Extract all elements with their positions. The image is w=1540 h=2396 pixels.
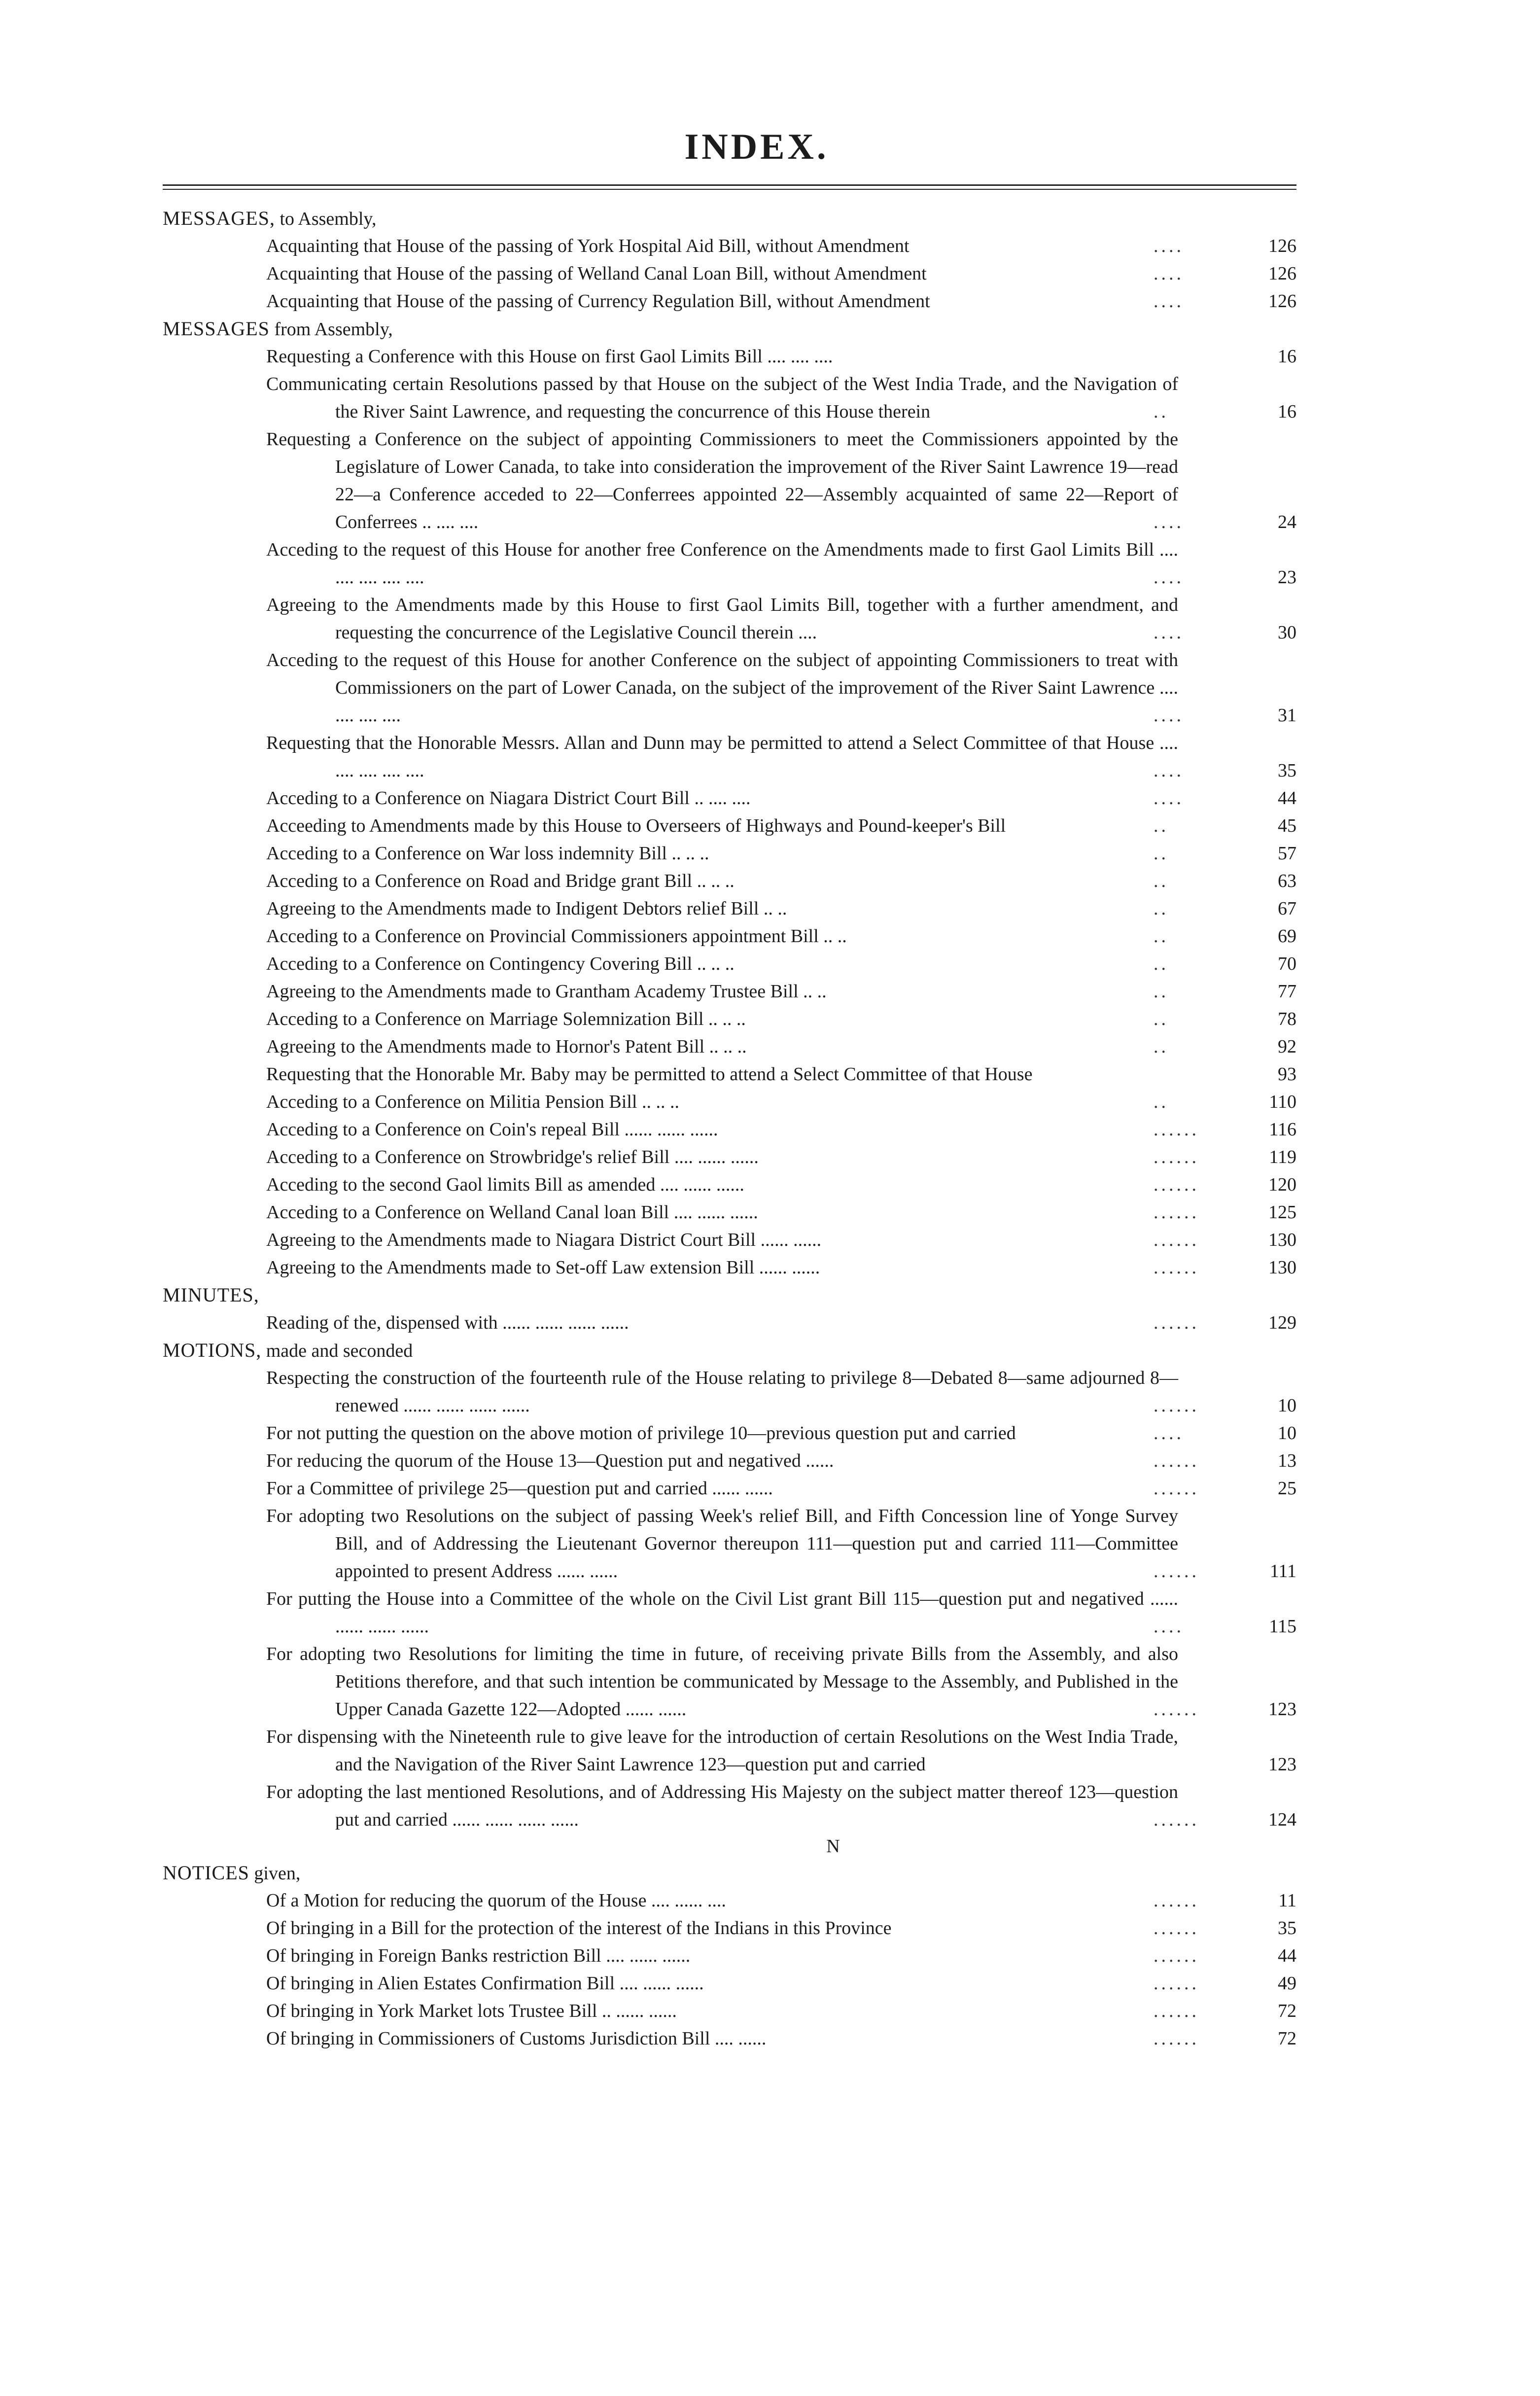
entry-page-number: 72: [1278, 2028, 1296, 2049]
section-heading: [163, 315, 1296, 343]
index-entry: Acceding to a Conference on Niagara District Court Bill .. .... .... .... 44: [266, 784, 1296, 812]
index-entry: Acceding to a Conference on Contingency Covering Bill .. .. .. .. 70: [266, 950, 1296, 978]
section-heading-sub: given,: [249, 1863, 301, 1884]
entry-page-number: 130: [1268, 1257, 1296, 1278]
index-entry: Respecting the construction of the fourteenth rule of the House relating to privilege 8—Debated 8—same adjourned 8—renewed ...... ...... ...... ...... ...... 10: [266, 1364, 1296, 1419]
entry-text: For not putting the question on the above motion of privilege 10—previous question put and carried: [266, 1423, 1016, 1444]
entry-text: Reading of the, dispensed with ...... ...... ...... ......: [266, 1312, 629, 1333]
entry-text: Agreeing to the Amendments made to Indigent Debtors relief Bill .. ..: [266, 898, 787, 919]
index-entry: Of a Motion for reducing the quorum of the House .... ...... .... ...... 11: [266, 1887, 1296, 1914]
index-entry: Acceding to a Conference on War loss indemnity Bill .. .. .. .. 57: [266, 840, 1296, 867]
entry-text: Acceding to a Conference on Niagara District Court Bill .. .... ....: [266, 788, 751, 809]
index-entry: Of bringing in Foreign Banks restriction Bill .... ...... ...... ...... 44: [266, 1942, 1296, 1970]
index-entry: For reducing the quorum of the House 13—Question put and negatived ...... ...... 13: [266, 1447, 1296, 1475]
section-heading-label: MINUTES,: [163, 1284, 259, 1306]
page-title: INDEX.: [684, 127, 829, 167]
entry-text: For reducing the quorum of the House 13—Question put and negatived ......: [266, 1450, 834, 1471]
section-heading: [163, 1281, 1296, 1309]
section-heading-sub: from Assembly,: [269, 319, 393, 340]
index-entry: Agreeing to the Amendments made by this House to first Gaol Limits Bill, together with a further amendment, and requesting the concurrence of the Legislative Council therein .... .... 30: [266, 591, 1296, 646]
index-entry: Acquainting that House of the passing of Currency Regulation Bill, without Amendment .... 126: [266, 287, 1296, 315]
index-entry: For adopting two Resolutions on the subject of passing Week's relief Bill, and Fifth Concession line of Yonge Survey Bill, and of Addressing the Lieutenant Governor thereupon 111—question put and carried 111—Committee appointed to present Address ...... ...... ...... 111: [266, 1502, 1296, 1585]
entry-text: Acceding to a Conference on Marriage Solemnization Bill .. .. ..: [266, 1009, 746, 1029]
entry-text: Requesting a Conference with this House on first Gaol Limits Bill .... .... ....: [266, 346, 833, 367]
entry-page-number: 111: [1269, 1561, 1296, 1582]
entry-text: Of bringing in Alien Estates Confirmation Bill .... ...... ......: [266, 1973, 704, 1994]
index-entry: Reading of the, dispensed with ...... ...... ...... ...... ...... 129: [266, 1309, 1296, 1337]
index-entry: Of bringing in York Market lots Trustee Bill .. ...... ...... ...... 72: [266, 1997, 1296, 2025]
entry-text: Communicating certain Resolutions passed by that House on the subject of the West India Trade, and the Navigation of the River Saint Lawrence, and requesting the concurrence of this House therein: [266, 374, 1178, 422]
entry-page-number: 35: [1278, 760, 1296, 781]
entry-text: For putting the House into a Committee of the whole on the Civil List grant Bill 115—question put and negatived ...... ...... ...... ......: [266, 1588, 1178, 1637]
entry-text: Acceding to the second Gaol limits Bill as amended .... ...... ......: [266, 1174, 744, 1195]
entry-text: Acceding to the request of this House for another free Conference on the Amendments made to first Gaol Limits Bill .... .... .... .... ....: [266, 539, 1178, 588]
index-entry: Agreeing to the Amendments made to Niagara District Court Bill ...... ...... ...... 130: [266, 1226, 1296, 1254]
section-heading-label: NOTICES: [163, 1862, 249, 1884]
signature-mark: N: [826, 1836, 840, 1857]
entry-text: For a Committee of privilege 25—question put and carried ...... ......: [266, 1478, 773, 1499]
entry-page-number: 78: [1278, 1009, 1296, 1029]
entry-text: Acceding to a Conference on Contingency Covering Bill .. .. ..: [266, 953, 735, 974]
entry-text: Agreeing to the Amendments made to Niagara District Court Bill ...... ......: [266, 1230, 822, 1250]
entry-text: Of a Motion for reducing the quorum of the House .... ...... ....: [266, 1890, 726, 1911]
entry-page-number: 93: [1278, 1064, 1296, 1085]
entry-text: Respecting the construction of the fourteenth rule of the House relating to privilege 8—Debated 8—same adjourned 8—renewed ...... ...... ...... ......: [266, 1368, 1178, 1416]
entry-page-number: 126: [1268, 236, 1296, 256]
index-entry: Acceding to a Conference on Strowbridge's relief Bill .... ...... ...... ...... 119: [266, 1143, 1296, 1171]
entry-page-number: 25: [1278, 1478, 1296, 1499]
entry-text: Acceding to the request of this House for another Conference on the subject of appointing Commissioners to treat with Commissioners on the part of Lower Canada, on the subject of the improvement of the River Saint Lawrence .... .... .... ....: [266, 650, 1178, 726]
entry-page-number: 92: [1278, 1036, 1296, 1057]
entry-page-number: 35: [1278, 1918, 1296, 1938]
section-heading-label: MESSAGES: [163, 317, 270, 340]
entry-text: For adopting two Resolutions for limiting the time in future, of receiving private Bills from the Assembly, and also Petitions therefore, and that such intention be communicated by Message to the Assembly, and Published in the Upper Canada Gazette 122—Adopted ...... ......: [266, 1644, 1178, 1720]
entry-text: Acquainting that House of the passing of Welland Canal Loan Bill, without Amendment: [266, 263, 927, 284]
index-entry: Of bringing in Alien Estates Confirmation Bill .... ...... ...... ...... 49: [266, 1970, 1296, 1997]
entry-page-number: 30: [1278, 622, 1296, 643]
entry-text: For adopting the last mentioned Resolutions, and of Addressing His Majesty on the subject matter thereof 123—question put and carried ...... ...... ...... ......: [266, 1782, 1178, 1830]
index-entry: Acceding to a Conference on Militia Pension Bill .. .. .. .. 110: [266, 1088, 1296, 1116]
entry-page-number: 13: [1278, 1450, 1296, 1471]
entry-text: Requesting a Conference on the subject of appointing Commissioners to meet the Commissioners appointed by the Legislature of Lower Canada, to take into consideration the improvement of the River Saint Lawrence 19—read 22—a Conference acceded to 22—Conferrees appointed 22—Assembly acquainted of same 22—Report of Conferrees .. .... ....: [266, 429, 1178, 532]
index-entry: Acceding to a Conference on Provincial Commissioners appointment Bill .. .. .. 69: [266, 922, 1296, 950]
index-entry: Of bringing in Commissioners of Customs Jurisdiction Bill .... ...... ...... 72: [266, 2025, 1296, 2052]
entry-page-number: 24: [1278, 512, 1296, 532]
entry-page-number: 57: [1278, 843, 1296, 864]
index-entry: Requesting that the Honorable Messrs. Allan and Dunn may be permitted to attend a Select Committee of that House .... .... .... .... .... .... 35: [266, 729, 1296, 784]
entry-page-number: 72: [1278, 2001, 1296, 2021]
index-entry: For putting the House into a Committee of the whole on the Civil List grant Bill 115—question put and negatived ...... ...... ...... ...... .... 115: [266, 1585, 1296, 1640]
index-entry: Acceding to the second Gaol limits Bill as amended .... ...... ...... ...... 120: [266, 1171, 1296, 1198]
entry-page-number: 31: [1278, 705, 1296, 726]
entry-page-number: 49: [1278, 1973, 1296, 1994]
entry-page-number: 123: [1268, 1699, 1296, 1720]
entry-text: Agreeing to the Amendments made to Set-off Law extension Bill ...... ......: [266, 1257, 820, 1278]
section-heading: [163, 1859, 1296, 1887]
entry-page-number: 110: [1269, 1092, 1296, 1112]
entry-page-number: 16: [1278, 346, 1296, 367]
index-entry: [266, 1723, 1296, 1778]
entry-text: Agreeing to the Amendments made to Grantham Academy Trustee Bill .. ..: [266, 981, 827, 1002]
entry-text: Acceding to a Conference on Militia Pension Bill .. .. ..: [266, 1092, 679, 1112]
entry-page-number: 125: [1268, 1202, 1296, 1223]
index-entry: [266, 1060, 1296, 1088]
entry-page-number: 124: [1268, 1809, 1296, 1830]
index-entry: Agreeing to the Amendments made to Hornor's Patent Bill .. .. .. .. 92: [266, 1033, 1296, 1060]
index-entry: Of bringing in a Bill for the protection of the interest of the Indians in this Province ...... 35: [266, 1914, 1296, 1942]
section-heading-sub: to Assembly,: [275, 209, 377, 229]
entry-page-number: 126: [1268, 263, 1296, 284]
index-entry: For a Committee of privilege 25—question put and carried ...... ...... ...... 25: [266, 1475, 1296, 1502]
entry-text: Acceding to a Conference on Road and Bridge grant Bill .. .. ..: [266, 871, 735, 891]
index-entry: Acquainting that House of the passing of Welland Canal Loan Bill, without Amendment .... 126: [266, 260, 1296, 287]
index-entry: Acceding to the request of this House for another free Conference on the Amendments made to first Gaol Limits Bill .... .... .... .... .... .... 23: [266, 536, 1296, 591]
entry-page-number: 119: [1269, 1147, 1296, 1167]
section-heading: [163, 1337, 1296, 1364]
entry-text: Of bringing in York Market lots Trustee Bill .. ...... ......: [266, 2001, 677, 2021]
entry-text: For dispensing with the Nineteenth rule to give leave for the introduction of certain Resolutions on the West India Trade, and the Navigation of the River Saint Lawrence 123—question put and carried: [266, 1727, 1178, 1775]
entry-text: Of bringing in Commissioners of Customs Jurisdiction Bill .... ......: [266, 2028, 767, 2049]
index-page: [163, 123, 1296, 2052]
entry-text: Acquainting that House of the passing of York Hospital Aid Bill, without Amendment: [266, 236, 910, 256]
index-entry: For adopting the last mentioned Resolutions, and of Addressing His Majesty on the subject matter thereof 123—question put and carried ...... ...... ...... ...... ...... 124: [266, 1778, 1296, 1833]
entry-page-number: 11: [1278, 1890, 1296, 1911]
entry-text: Of bringing in a Bill for the protection of the interest of the Indians in this Province: [266, 1918, 892, 1938]
entry-text: Agreeing to the Amendments made by this House to first Gaol Limits Bill, together with a further amendment, and requesting the concurrence of the Legislative Council therein ....: [266, 595, 1178, 643]
entry-page-number: 129: [1268, 1312, 1296, 1333]
section-heading: [163, 205, 1296, 232]
index-entry: Acceding to a Conference on Road and Bridge grant Bill .. .. .. .. 63: [266, 867, 1296, 895]
index-entry: Acceding to a Conference on Coin's repeal Bill ...... ...... ...... ...... 116: [266, 1116, 1296, 1143]
entry-text: Requesting that the Honorable Messrs. Allan and Dunn may be permitted to attend a Select Committee of that House .... .... .... .... ....: [266, 733, 1178, 781]
index-entry: Acquainting that House of the passing of York Hospital Aid Bill, without Amendment .... 126: [266, 232, 1296, 260]
index-entry: Agreeing to the Amendments made to Indigent Debtors relief Bill .. .. .. 67: [266, 895, 1296, 922]
entry-text: Acquainting that House of the passing of Currency Regulation Bill, without Amendment: [266, 291, 930, 312]
section-heading-label: MOTIONS,: [163, 1339, 262, 1361]
entry-page-number: 44: [1278, 1945, 1296, 1966]
entry-page-number: 116: [1269, 1119, 1296, 1140]
entry-text: Of bringing in Foreign Banks restriction Bill .... ...... ......: [266, 1945, 691, 1966]
entry-text: Acceeding to Amendments made by this House to Overseers of Highways and Pound-keeper's Bill: [266, 815, 1006, 836]
entry-text: Requesting that the Honorable Mr. Baby may be permitted to attend a Select Committee of that House: [266, 1064, 1033, 1085]
index-entry: Agreeing to the Amendments made to Set-off Law extension Bill ...... ...... ...... 130: [266, 1254, 1296, 1281]
entry-text: Acceding to a Conference on Provincial Commissioners appointment Bill .. ..: [266, 926, 847, 947]
title-rule: [163, 184, 1296, 190]
entry-page-number: 16: [1278, 401, 1296, 422]
entry-page-number: 123: [1268, 1754, 1296, 1775]
entry-page-number: 70: [1278, 953, 1296, 974]
entry-page-number: 44: [1278, 788, 1296, 809]
index-entry: Acceding to a Conference on Marriage Solemnization Bill .. .. .. .. 78: [266, 1005, 1296, 1033]
index-body: [163, 205, 1296, 2052]
entry-page-number: 130: [1268, 1230, 1296, 1250]
entry-page-number: 10: [1278, 1395, 1296, 1416]
entry-text: Acceding to a Conference on War loss indemnity Bill .. .. ..: [266, 843, 709, 864]
index-entry: Acceeding to Amendments made by this House to Overseers of Highways and Pound-keeper's Bill .. 45: [266, 812, 1296, 840]
section-heading-label: MESSAGES,: [163, 207, 275, 229]
entry-text: Agreeing to the Amendments made to Hornor's Patent Bill .. .. ..: [266, 1036, 747, 1057]
entry-text: For adopting two Resolutions on the subject of passing Week's relief Bill, and Fifth Concession line of Yonge Survey Bill, and of Addressing the Lieutenant Governor thereupon 111—question put and carried 111—Committee appointed to present Address ...... ......: [266, 1506, 1178, 1582]
entry-page-number: 10: [1278, 1423, 1296, 1444]
entry-text: Acceding to a Conference on Strowbridge's relief Bill .... ...... ......: [266, 1147, 759, 1167]
entry-text: Acceding to a Conference on Coin's repeal Bill ...... ...... ......: [266, 1119, 718, 1140]
section-heading-sub: made and seconded: [261, 1340, 413, 1361]
entry-page-number: 115: [1269, 1616, 1296, 1637]
index-entry: Acceding to the request of this House for another Conference on the subject of appointing Commissioners to treat with Commissioners on the part of Lower Canada, on the subject of the improvement of the River Saint Lawrence .... .... .... .... .... 31: [266, 646, 1296, 729]
index-entry: [266, 343, 1296, 370]
entry-page-number: 120: [1268, 1174, 1296, 1195]
entry-text: Acceding to a Conference on Welland Canal loan Bill .... ...... ......: [266, 1202, 758, 1223]
entry-page-number: 67: [1278, 898, 1296, 919]
index-entry: Acceding to a Conference on Welland Canal loan Bill .... ...... ...... ...... 125: [266, 1198, 1296, 1226]
entry-page-number: 69: [1278, 926, 1296, 947]
index-entry: For adopting two Resolutions for limiting the time in future, of receiving private Bills from the Assembly, and also Petitions therefore, and that such intention be communicated by Message to the Assembly, and Published in the Upper Canada Gazette 122—Adopted ...... ...... ...... 123: [266, 1640, 1296, 1723]
index-entry: Requesting a Conference on the subject of appointing Commissioners to meet the Commissioners appointed by the Legislature of Lower Canada, to take into consideration the improvement of the River Saint Lawrence 19—read 22—a Conference acceded to 22—Conferrees appointed 22—Assembly acquainted of same 22—Report of Conferrees .. .... .... .... 24: [266, 425, 1296, 536]
index-entry: Communicating certain Resolutions passed by that House on the subject of the West India Trade, and the Navigation of the River Saint Lawrence, and requesting the concurrence of this House therein .. 16: [266, 370, 1296, 425]
entry-page-number: 126: [1268, 291, 1296, 312]
index-entry: Agreeing to the Amendments made to Grantham Academy Trustee Bill .. .. .. 77: [266, 978, 1296, 1005]
index-entry: For not putting the question on the above motion of privilege 10—previous question put and carried .... 10: [266, 1419, 1296, 1447]
entry-page-number: 23: [1278, 567, 1296, 588]
entry-page-number: 77: [1278, 981, 1296, 1002]
entry-page-number: 45: [1278, 815, 1296, 836]
entry-page-number: 63: [1278, 871, 1296, 891]
